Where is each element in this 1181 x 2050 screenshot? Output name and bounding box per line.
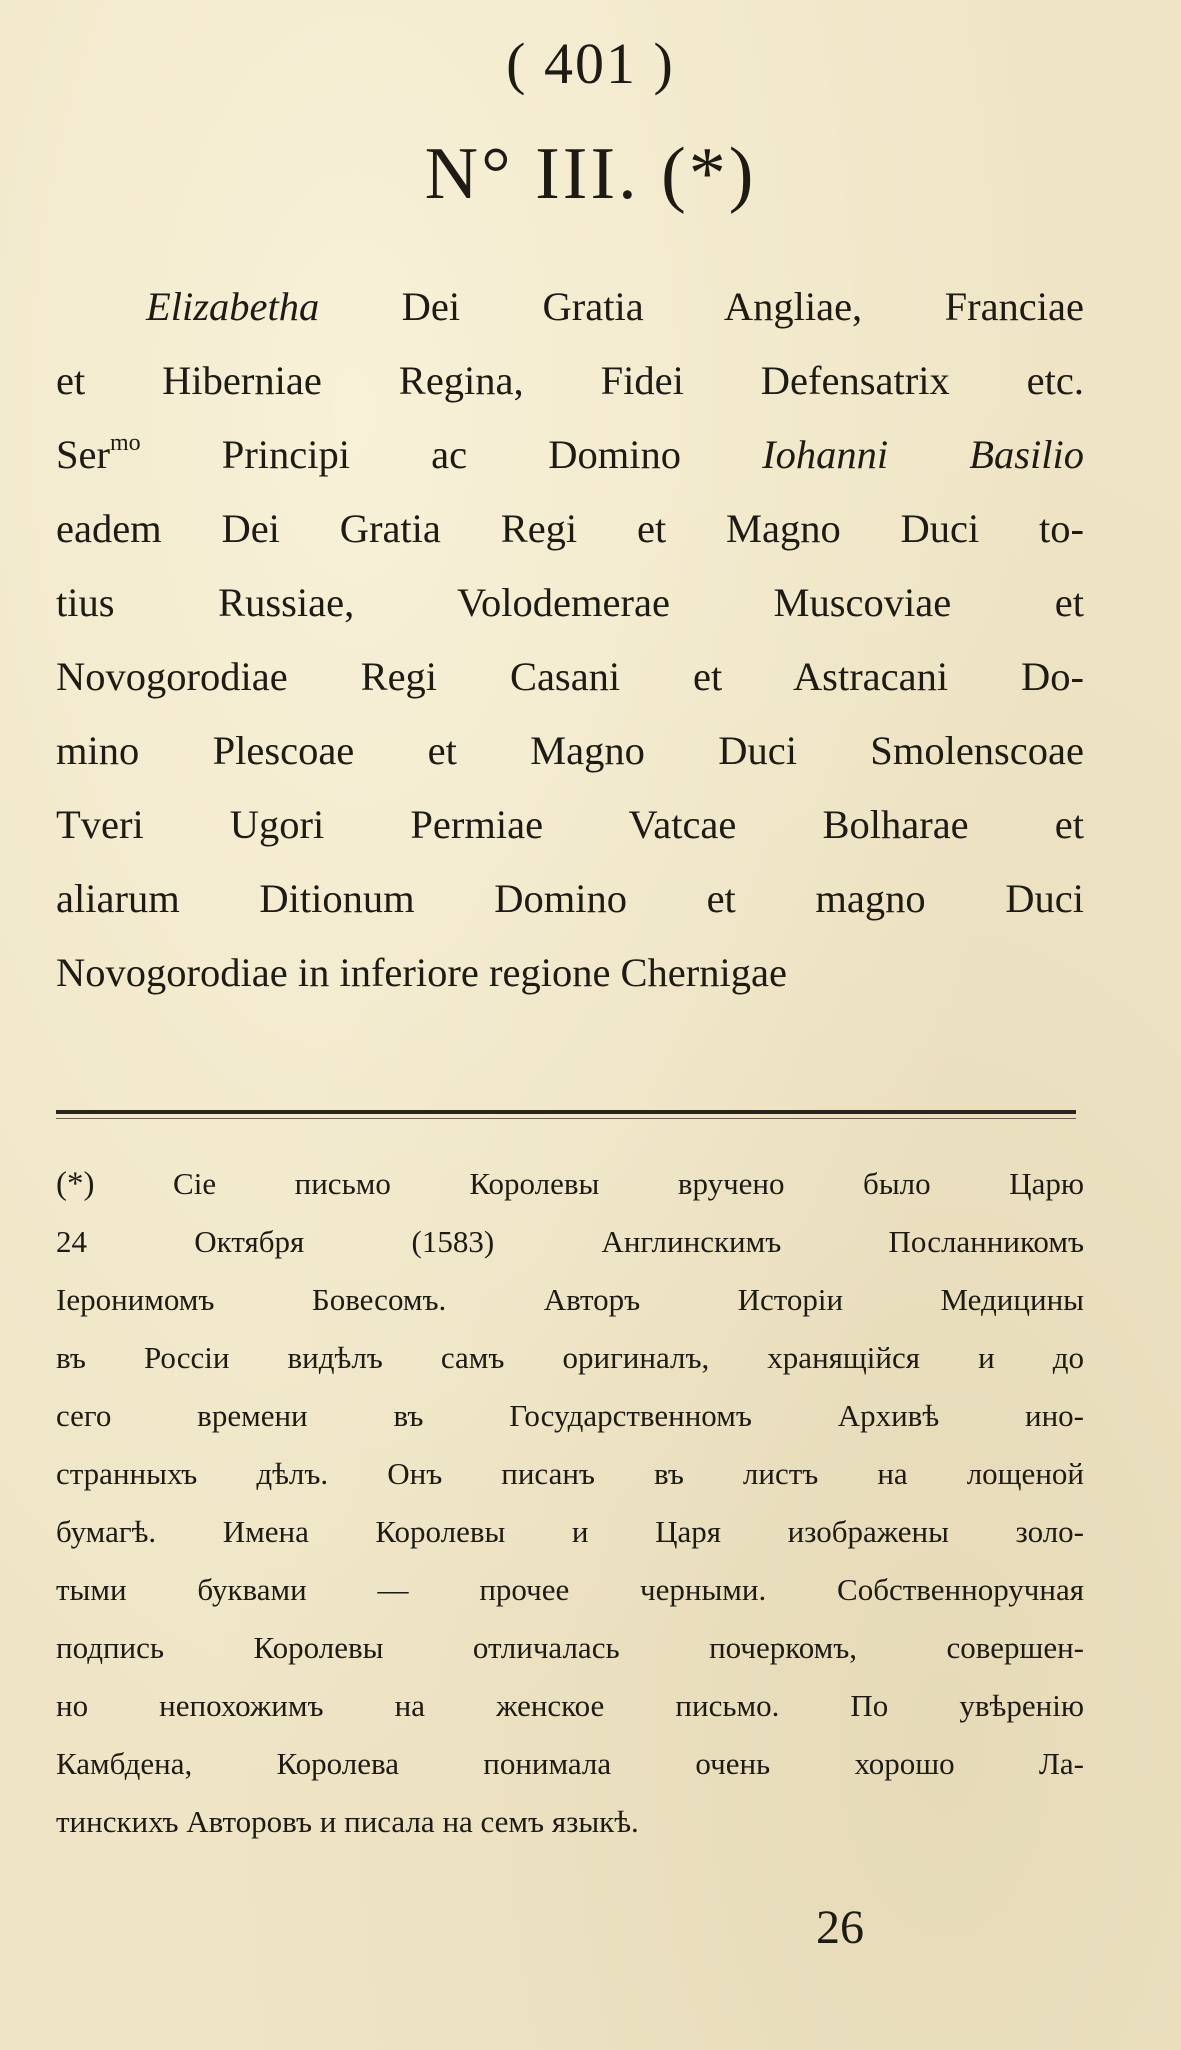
- footnote-divider: [56, 1110, 1076, 1114]
- footnote-line: сего времени въ Государственномъ Архивѣ ино-: [56, 1398, 1084, 1433]
- text-line: Novogorodiae Regi Casani et Astracani Do-: [56, 654, 1084, 699]
- text-line: Tveri Ugori Permiae Vatcae Bolharae et: [56, 802, 1084, 847]
- footnote-segment: Сіе письмо Королевы вручено было Царю: [94, 1166, 1084, 1201]
- text-italic-name: Iohanni Basilio: [762, 432, 1084, 477]
- footnote-line: странныхъ дѣлъ. Онъ писанъ въ листъ на лощеной: [56, 1456, 1084, 1491]
- footnote: [56, 1155, 1084, 1851]
- footnote-line: подпись Королевы отличалась почеркомъ, совершен-: [56, 1630, 1084, 1665]
- footnote-mark: (*): [56, 1166, 95, 1202]
- text-line: Novogorodiae in inferiore regione Chernigae: [56, 950, 787, 995]
- text-line: mino Plescoae et Magno Duci Smolenscoae: [56, 728, 1084, 773]
- text-italic-name: Elizabetha: [146, 284, 320, 329]
- footnote-line: бумагѣ. Имена Королевы и Царя изображены золо-: [56, 1514, 1084, 1549]
- text-line: [56, 418, 1084, 492]
- superscript: mo: [110, 430, 141, 456]
- signature-mark: 26: [816, 1901, 864, 1954]
- text-line: [56, 270, 1084, 344]
- text-line: et Hiberniae Regina, Fidei Defensatrix etc.: [56, 358, 1084, 403]
- footnote-divider-thin: [56, 1118, 1076, 1119]
- text-line: eadem Dei Gratia Regi et Magno Duci to-: [56, 506, 1084, 551]
- footnote-line: но непохожимъ на женское письмо. По увѣренію: [56, 1688, 1084, 1723]
- footnote-line: Камбдена, Королева понимала очень хорошо Ла-: [56, 1746, 1084, 1781]
- text-segment: Ser: [56, 432, 110, 477]
- text-line: aliarum Ditionum Domino et magno Duci: [56, 876, 1084, 921]
- text-segment: Dei Gratia Angliae, Franciae: [319, 284, 1084, 329]
- footnote-line: въ Россіи видѣлъ самъ оригиналъ, хранящійся и до: [56, 1340, 1084, 1375]
- text-line: tius Russiae, Volodemerae Muscoviae et: [56, 580, 1084, 625]
- document-title: N° III. (*): [424, 133, 757, 215]
- page-number: ( 401 ): [506, 31, 675, 96]
- text-segment: Principi ac Domino: [140, 432, 763, 477]
- footnote-line: [56, 1155, 1084, 1213]
- footnote-line: тыми буквами — прочее черными. Собственноручная: [56, 1572, 1084, 1607]
- footnote-line: Іеронимомъ Бовесомъ. Авторъ Исторіи Медицины: [56, 1282, 1084, 1317]
- main-text: [56, 270, 1084, 1010]
- footnote-line: тинскихъ Авторовъ и писала на семъ языкѣ.: [56, 1804, 639, 1839]
- footnote-line: 24 Октября (1583) Англинскимъ Посланникомъ: [56, 1224, 1084, 1259]
